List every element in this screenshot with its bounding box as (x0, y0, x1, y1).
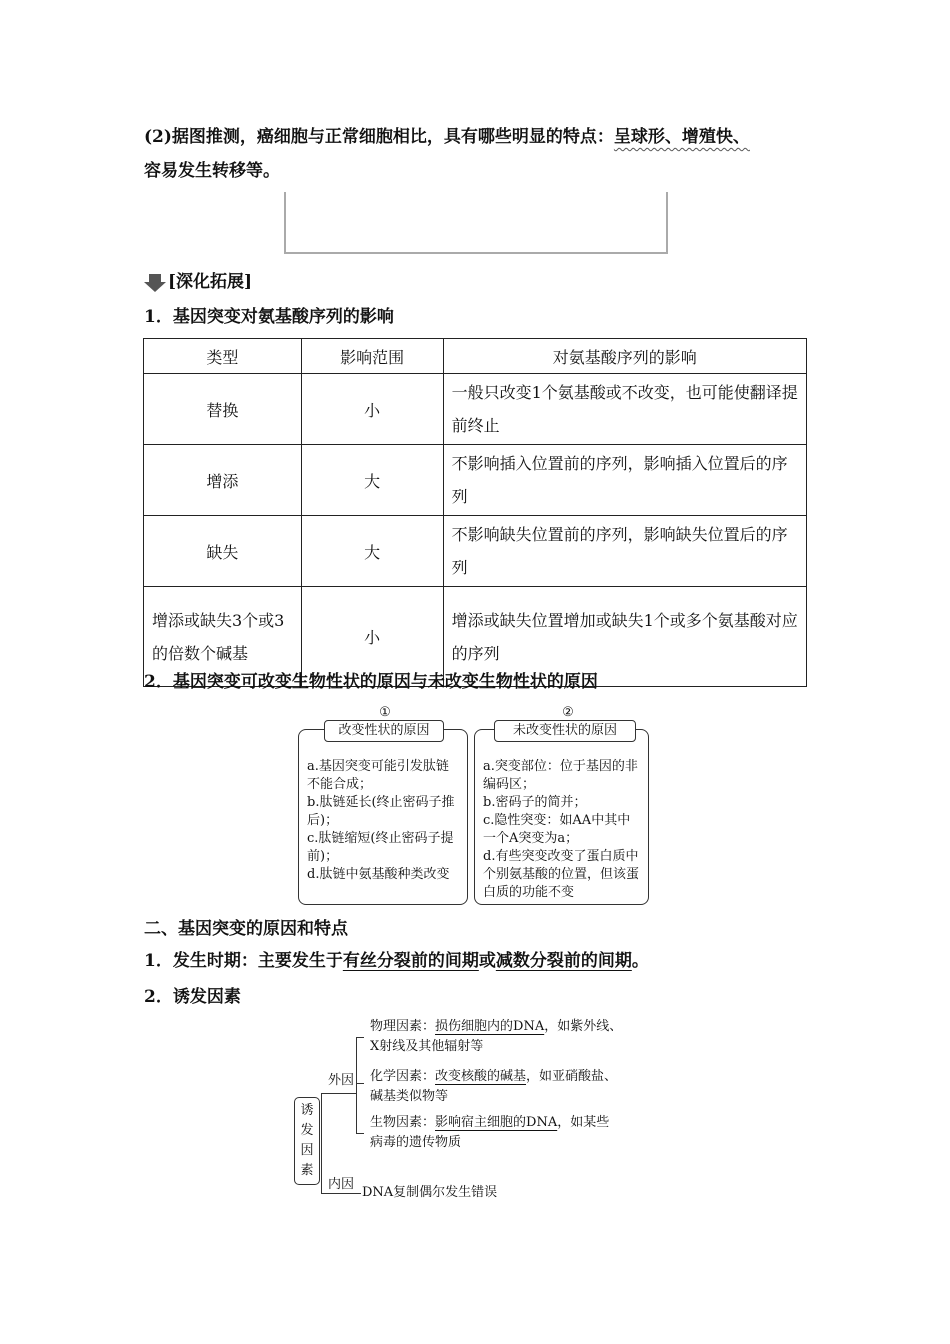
right-item: d.有些突变改变了蛋白质中个别氨基酸的位置，但该蛋白质的功能不变 (483, 849, 640, 900)
period-line (144, 944, 649, 978)
table-cell-effect: 不影响缺失位置前的序列，影响缺失位置后的序列 (443, 516, 806, 587)
physical-rest2: X射线及其他辐射等 (370, 1039, 484, 1054)
table-header-row (144, 339, 807, 374)
physical-prefix: 物理因素： (370, 1019, 436, 1034)
table-header: 对氨基酸序列的影响 (443, 339, 806, 374)
physical-rest1: ，如紫外线、 (544, 1019, 623, 1034)
table-header: 影响范围 (301, 339, 443, 374)
table-cell-effect: 一般只改变1个氨基酸或不改变，也可能使翻译提前终止 (443, 374, 806, 445)
right-number: ② (562, 705, 574, 720)
biological-rest1: ，如某些 (557, 1115, 610, 1130)
left-number: ① (379, 705, 391, 720)
question-2-prefix: (2)据图推测，癌细胞与正常细胞相比，具有哪些明显的特点： (144, 127, 614, 147)
left-panel (298, 729, 468, 905)
table-cell-type: 缺失 (144, 516, 302, 587)
table-cell-range: 小 (301, 587, 443, 687)
heading-1: 1．基因突变对氨基酸序列的影响 (144, 307, 394, 327)
chemical-underlined: 改变核酸的碱基 (435, 1069, 527, 1084)
section-deepen (144, 265, 252, 299)
table-cell-range: 小 (301, 374, 443, 445)
left-title: 改变性状的原因 (324, 720, 444, 742)
table-row (144, 374, 807, 445)
table-row (144, 445, 807, 516)
biological-underlined: 影响宿主细胞的DNA (435, 1115, 558, 1130)
heading-3: 2．诱发因素 (144, 987, 241, 1007)
period-underlined-1: 有丝分裂前的间期 (342, 951, 479, 971)
chemical-tick (356, 1083, 364, 1084)
chemical-rest1: ，如亚硝酸盐、 (526, 1069, 618, 1084)
section-deepen-title: [深化拓展] (168, 272, 253, 292)
external-label: 外因 (328, 1073, 355, 1088)
period-underlined-2: 减数分裂前的间期 (495, 951, 632, 971)
right-item: c.隐性突变：如AA中其中一个A突变为a； (483, 813, 631, 846)
table-cell-effect: 不影响插入位置前的序列，影响插入位置后的序列 (443, 445, 806, 516)
answer-box (284, 192, 668, 254)
heading-2: 2．基因突变可改变生物性状的原因与未改变生物性状的原因 (144, 672, 598, 692)
table-cell-type: 增添或缺失3个或3的倍数个碱基 (144, 587, 302, 687)
right-item: a.突变部位：位于基因的非编码区； (483, 759, 638, 792)
physical-tick (356, 1037, 364, 1038)
section-2-title: 二、基因突变的原因和特点 (144, 919, 348, 939)
right-title: 未改变性状的原因 (494, 720, 636, 742)
trait-diagram (298, 705, 653, 905)
internal-text: DNA复制偶尔发生错误 (362, 1185, 498, 1200)
arrow-down-icon (144, 274, 166, 292)
physical-factor (370, 1017, 690, 1057)
period-mid: 或 (478, 951, 496, 971)
right-item: b.密码子的简并； (483, 795, 587, 810)
table-cell-effect: 增添或缺失位置增加或缺失1个或多个氨基酸对应的序列 (443, 587, 806, 687)
root-connector (321, 1093, 322, 1193)
left-item: d.肽链中氨基酸种类改变 (307, 867, 450, 882)
external-bracket (356, 1037, 357, 1133)
right-panel (474, 729, 649, 905)
physical-underlined: 损伤细胞内的DNA (435, 1019, 545, 1034)
biological-prefix: 生物因素： (370, 1115, 436, 1130)
left-item: c.肽链缩短(终止密码子提前)； (307, 831, 454, 864)
root-label: 诱发因素 (300, 1103, 314, 1178)
table-row (144, 516, 807, 587)
external-line (321, 1093, 356, 1094)
mutation-effect-table (143, 338, 807, 687)
chemical-prefix: 化学因素： (370, 1069, 436, 1084)
question-2 (144, 120, 834, 188)
table-header: 类型 (144, 339, 302, 374)
table-cell-type: 增添 (144, 445, 302, 516)
biological-factor (370, 1113, 690, 1153)
table-cell-range: 大 (301, 445, 443, 516)
question-2-answer: 呈球形、增殖快、 (613, 127, 750, 147)
biological-rest2: 病毒的遗传物质 (370, 1135, 462, 1150)
left-item: a.基因突变可能引发肽链不能合成； (307, 759, 449, 792)
chemical-factor (370, 1067, 690, 1107)
left-item: b.肽链延长(终止密码子推后)； (307, 795, 455, 828)
question-2-line2: 容易发生转移等。 (144, 161, 280, 181)
root-box (294, 1097, 320, 1185)
period-suffix: 。 (631, 951, 649, 971)
internal-label: 内因 (328, 1177, 355, 1192)
inducing-factors-diagram (294, 1015, 694, 1205)
table-cell-range: 大 (301, 516, 443, 587)
chemical-rest2: 碱基类似物等 (370, 1089, 449, 1104)
biological-tick (356, 1133, 364, 1134)
table-cell-type: 替换 (144, 374, 302, 445)
period-prefix: 1．发生时期：主要发生于 (144, 951, 343, 971)
